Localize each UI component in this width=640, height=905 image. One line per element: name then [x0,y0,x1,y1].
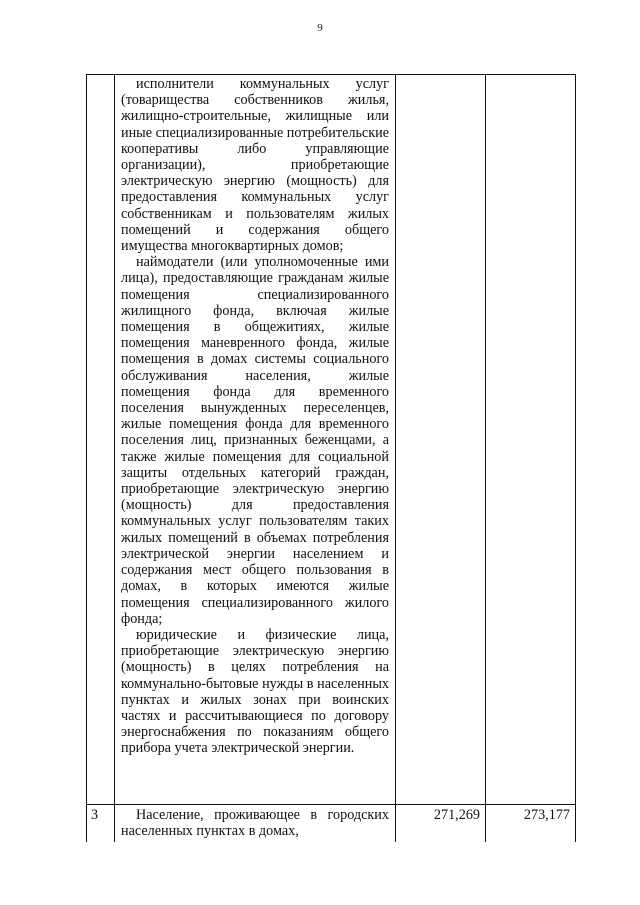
value-cell-1 [396,75,486,805]
tariff-value-2: 273,177 [486,805,576,843]
tariff-value-1: 271,269 [396,805,486,843]
row-description-cell [115,805,396,843]
tariff-table [86,74,576,842]
row-description-cell [115,75,396,805]
row-number-cell [87,75,115,805]
page-number: 9 [317,22,323,34]
consumer-category-paragraph-1: исполнители коммунальных услуг (товарищества собственников жилья, жилищно-строительные, жилищные или иные специализированные потребительские кооперативы либо управляющие организации), приобретающие электрическую энергию (мощность) для предоставления коммунальных услуг собственникам и пользователям жилых помещений и содержания общего имущества многоквартирных домов; [121,76,389,255]
table-row-continued [87,75,576,805]
value-cell-2 [486,75,576,805]
table-row-3 [87,805,576,843]
population-description: Население, проживающее в городских населенных пунктах в домах, [121,807,389,840]
consumer-category-paragraph-2: наймодатели (или уполномоченные ими лица), предоставляющие гражданам жилые помещения специализированного жилищного фонда, включая жилые помещения в общежитиях, жилые помещения маневренного фонда, жилые помещения в домах системы социального обслуживания населения, жилые помещения фонда для временного поселения вынужденных переселенцев, жилые помещения фонда для временного поселения лиц, признанных беженцами, а также жилые помещения для социальной защиты отдельных категорий граждан, приобретающие электрическую энергию (мощность) для предоставления коммунальных услуг пользователям таких жилых помещений в объемах потребления электрической энергии населением и содержания мест общего пользования в домах, в которых имеются жилые помещения специализированного жилого фонда; [121,254,389,627]
consumer-category-paragraph-3: юридические и физические лица, приобретающие электрическую энергию (мощность) в целях потребления на коммунально-бытовые нужды в населенных пунктах и жилых зонах при воинских частях и рассчитывающиеся по договору энергоснабжения по показаниям общего прибора учета электрической энергии. [121,626,389,757]
row-number-cell: 3 [87,805,115,843]
